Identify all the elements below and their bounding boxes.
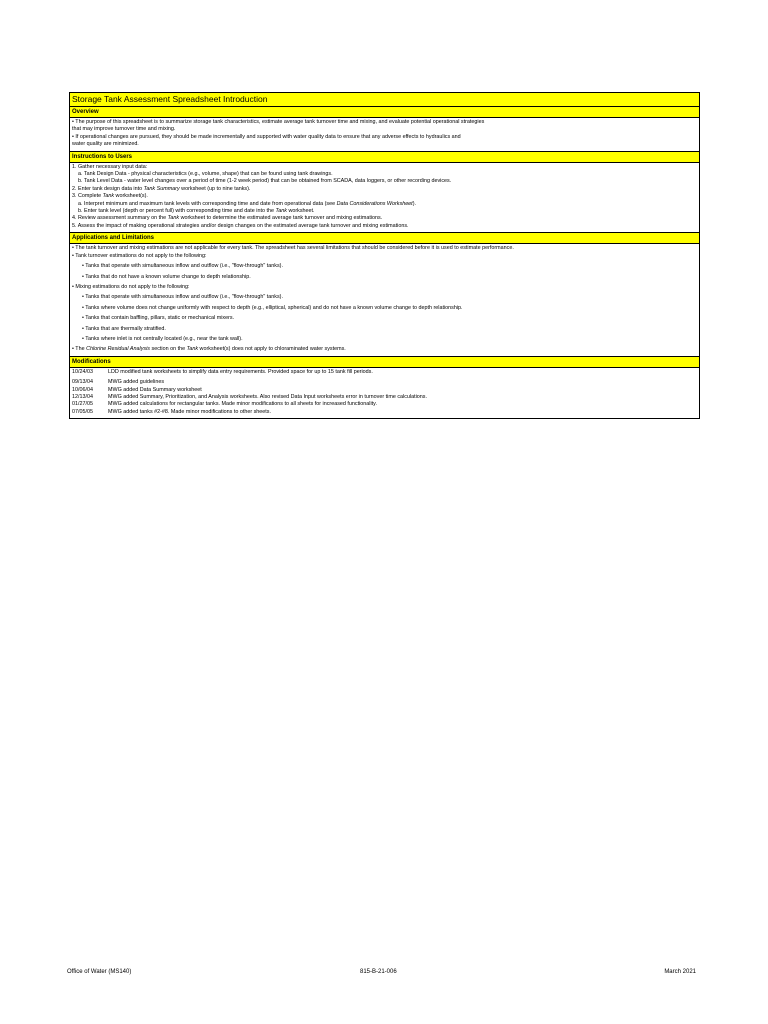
limitation-subitem: • Tanks that do not have a known volume change to depth relationship.: [82, 273, 251, 280]
modification-text: MWG added Data Summary worksheet: [108, 386, 202, 393]
instruction-substep: b. Enter tank level (depth or percent full) with corresponding time and date into the Tank worksheet.: [78, 208, 315, 215]
limitation-subitem: • Tanks where volume does not change uniformly with respect to depth (e.g., elliptical, spherical) and do not have a known volume change to depth relationship.: [82, 304, 463, 311]
instruction-substep: b. Tank Level Data - water level changes over a period of time (1-2 week period) that can be obtained from SCADA, data loggers, or other recording devices.: [78, 178, 452, 185]
modification-row: [72, 369, 697, 376]
limitation-item: • Mixing estimations do not apply to the following:: [72, 283, 190, 290]
section-header-overview: Overview: [70, 107, 699, 118]
limitation-item: • The Chlorine Residual Analysis section on the Tank worksheet(s) does not apply to chloraminated water systems.: [72, 346, 346, 353]
instruction-substep: a. Tank Design Data - physical characteristics (e.g., volume, shape) that can be found using tank drawings.: [78, 171, 333, 178]
instruction-step: 3. Complete Tank worksheet(s).: [72, 193, 148, 200]
sheet-title: Storage Tank Assessment Spreadsheet Introduction: [70, 93, 699, 107]
modification-row: [72, 409, 697, 416]
overview-line: • If operational changes are pursued, they should be made incrementally and supported with water quality data to ensure that any adverse effects to hydraulics and: [72, 133, 461, 140]
modification-text: LDD modified tank worksheets to simplify data entry requirements. Provided space for up to 15 tank fill periods.: [108, 368, 373, 375]
modification-text: MWG added calculations for rectangular tanks. Made minor modifications to all sheets for increased functionality.: [108, 401, 377, 408]
spreadsheet-intro: [69, 92, 700, 419]
modification-date: 01/27/05: [72, 401, 93, 408]
instruction-step: 5. Assess the impact of making operational strategies and/or design changes on the estimated average tank turnover and mixing estimations.: [72, 222, 409, 229]
instruction-step: 1. Gather necessary input data:: [72, 163, 148, 170]
applications-body: [70, 244, 699, 356]
modification-row: [72, 394, 697, 401]
modification-text: MWG added tanks #2-#8. Made minor modifications to other sheets.: [108, 408, 271, 415]
modification-text: MWG added Summary, Prioritization, and Analysis worksheets. Also revised Data Input worksheets error in turnover time calculations.: [108, 393, 427, 400]
section-header-applications: Applications and Limitations: [70, 233, 699, 244]
section-header-modifications: Modifications: [70, 357, 699, 368]
modification-date: 09/13/04: [72, 379, 93, 386]
modification-text: MWG added guidelines: [108, 379, 165, 386]
limitation-item: • The tank turnover and mixing estimations are not applicable for every tank. The spreadsheet has several limitations that should be considered before it is used to estimate performance.: [72, 245, 514, 252]
limitation-subitem: • Tanks where inlet is not centrally located (e.g., near the tank wall).: [82, 335, 243, 342]
instruction-step: 2. Enter tank design data into Tank Summary worksheet (up to nine tanks).: [72, 185, 251, 192]
limitation-subitem: • Tanks that contain baffling, pillars, static or mechanical mixers.: [82, 315, 235, 322]
overview-line: that may improve turnover time and mixing.: [72, 126, 176, 133]
overview-body: [70, 118, 699, 152]
footer-date: March 2021: [664, 969, 696, 975]
footer-doc-number: 815-B-21-006: [360, 969, 397, 975]
footer-office: Office of Water (MS140): [67, 969, 132, 975]
modification-row: [72, 401, 697, 408]
limitation-subitem: • Tanks that operate with simultaneous inflow and outflow (i.e., "flow-through" tanks).: [82, 263, 283, 270]
instruction-substep: a. Interpret minimum and maximum tank levels with corresponding time and date from operational data (see Data Considerations Worksheet).: [78, 200, 416, 207]
modification-date: 10/06/04: [72, 386, 93, 393]
modification-row: [72, 387, 697, 394]
limitation-subitem: • Tanks that operate with simultaneous inflow and outflow (i.e., "flow-through" tanks).: [82, 294, 283, 301]
modification-date: 10/24/03: [72, 368, 93, 375]
modification-row: [72, 379, 697, 386]
limitation-subitem: • Tanks that are thermally stratified.: [82, 325, 166, 332]
overview-line: water quality are minimized.: [72, 141, 139, 148]
limitation-item: • Tank turnover estimations do not apply to the following:: [72, 252, 207, 259]
instruction-step: 4. Review assessment summary on the Tank worksheet to determine the estimated average tank turnover and mixing estimations.: [72, 215, 383, 222]
instructions-body: [70, 163, 699, 234]
modification-date: 12/13/04: [72, 393, 93, 400]
overview-line: • The purpose of this spreadsheet is to summarize storage tank characteristics, estimate average tank turnover time and mixing, and evaluate potential operational strategies: [72, 119, 485, 125]
modifications-body: [70, 368, 699, 418]
modification-date: 07/05/05: [72, 408, 93, 415]
section-header-instructions: Instructions to Users: [70, 152, 699, 163]
